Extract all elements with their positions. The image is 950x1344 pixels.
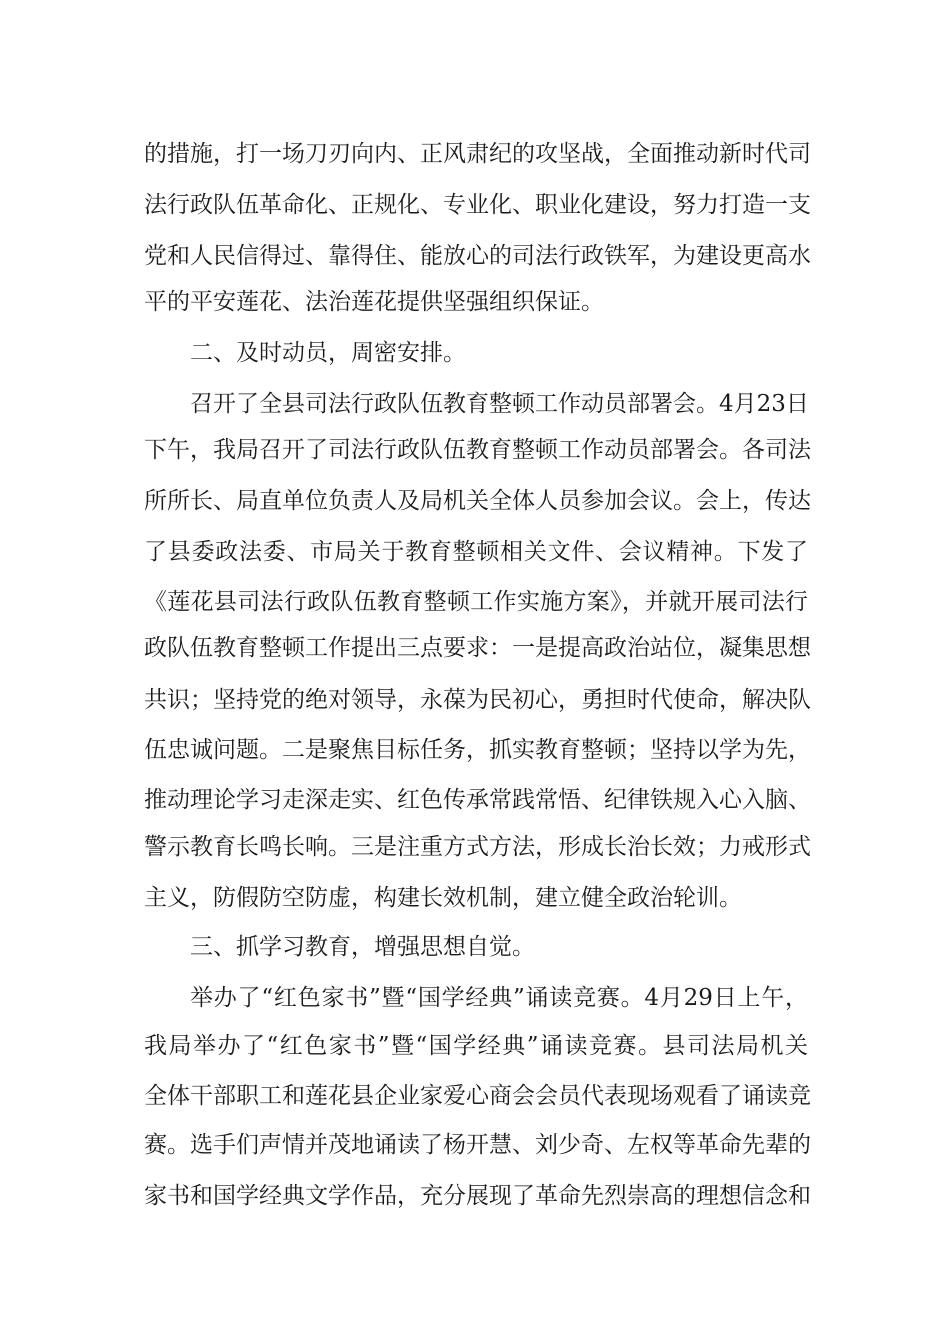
text-line: 法行政队伍革命化、正规化、专业化、职业化建设，努力打造一支 bbox=[144, 192, 811, 218]
text-line: 了县委政法委、市局关于教育整顿相关文件、会议精神。下发了 bbox=[144, 539, 808, 565]
text-line: 《莲花县司法行政队伍教育整顿工作实施方案》，并就开展司法行 bbox=[144, 589, 808, 615]
text-line: 平的平安莲花、法治莲花提供坚强组织保证。 bbox=[144, 289, 604, 315]
text-line: 我局举办了“红色家书”暨“国学经典”诵读竞赛。县司法局机关 bbox=[144, 1033, 808, 1059]
text-line: 党和人民信得过、靠得住、能放心的司法行政铁军，为建设更高水 bbox=[144, 243, 811, 269]
text-line: 下午，我局召开了司法行政队伍教育整顿工作动员部署会。各司法 bbox=[144, 437, 811, 463]
text-line: 共识；坚持党的绝对领导，永葆为民初心，勇担时代使命，解决队 bbox=[144, 687, 811, 713]
text-line: 举办了“红色家书”暨“国学经典”诵读竞赛。4月29日上午， bbox=[190, 985, 808, 1011]
text-line: 赛。选手们声情并茂地诵读了杨开慧、刘少奇、左权等革命先辈的 bbox=[144, 1132, 811, 1158]
text-line: 推动理论学习走深走实、红色传承常践常悟、纪律铁规入心入脑、 bbox=[144, 787, 811, 813]
text-line: 警示教育长鸣长响。三是注重方式方法，形成长治长效；力戒形式 bbox=[144, 834, 811, 860]
text-line: 主义，防假防空防虚，构建长效机制，建立健全政治轮训。 bbox=[144, 885, 742, 911]
section-heading: 三、抓学习教育，增强思想自觉。 bbox=[190, 934, 535, 960]
text-line: 政队伍教育整顿工作提出三点要求：一是提高政治站位，凝集思想 bbox=[144, 635, 811, 661]
text-line: 家书和国学经典文学作品，充分展现了革命先烈崇高的理想信念和 bbox=[144, 1183, 811, 1209]
text-line: 全体干部职工和莲花县企业家爱心商会会员代表现场观看了诵读竞 bbox=[144, 1083, 811, 1109]
text-line: 伍忠诚问题。二是聚焦目标任务，抓实教育整顿；坚持以学为先， bbox=[144, 737, 811, 763]
text-line: 所所长、局直单位负责人及局机关全体人员参加会议。会上，传达 bbox=[144, 488, 811, 514]
text-line: 的措施，打一场刀刃向内、正风肃纪的攻坚战，全面推动新时代司 bbox=[144, 141, 811, 167]
text-line: 召开了全县司法行政队伍教育整顿工作动员部署会。4月23日 bbox=[190, 391, 809, 417]
section-heading: 二、及时动员，周密安排。 bbox=[190, 340, 466, 366]
